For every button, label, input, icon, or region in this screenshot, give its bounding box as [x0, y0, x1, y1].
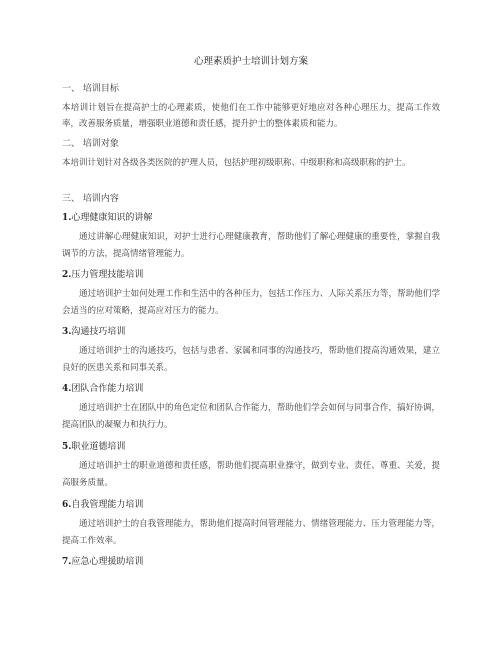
- section-text-audience: 本培训计划针对各级各类医院的护理人员，包括护理初级职称、中级职称和高级职称的护士。: [62, 158, 411, 168]
- section-heading-audience: 二、 培训对象: [62, 139, 119, 149]
- item-title-5: [62, 441, 125, 454]
- item-number: 6.: [62, 500, 72, 510]
- section-heading-goal: 一、 培训目标: [62, 84, 119, 94]
- item-title: 心理健康知识的讲解: [71, 213, 153, 223]
- item-number: 2.: [62, 270, 72, 280]
- section-text-goal: 本培训计划旨在提高护士的心理素质，使他们在工作中能够更好地应对各种心理压力，提高工作效率，改善服务质量，增强职业道德和责任感，提升护士的整体素质和能力。: [62, 103, 440, 129]
- document-title: 心理素质护士培训计划方案: [193, 56, 308, 67]
- item-title: 职业道德培训: [71, 442, 126, 452]
- item-title-2: [62, 269, 143, 282]
- item-title-4: [62, 383, 143, 396]
- item-text-3: 通过培训护士的沟通技巧，包括与患者、家属和同事的沟通技巧，帮助他们提高沟通效果，建立良好的医患关系和同事关系。: [62, 346, 440, 373]
- item-text-6: 通过培训护士的自我管理能力，帮助他们提高时间管理能力、情绪管理能力、压力管理能力等，提高工作效率。: [62, 519, 440, 546]
- item-title: 应急心理援助培训: [71, 557, 144, 567]
- item-text-2: 通过培训护士如何处理工作和生活中的各种压力，包括工作压力、人际关系压力等，帮助他们学会适当的应对策略，提高应对压力的能力。: [62, 289, 440, 316]
- item-number: 4.: [62, 384, 72, 394]
- item-text-1: 通过讲解心理健康知识，对护士进行心理健康教育，帮助他们了解心理健康的重要性，掌握自我调节的方法，提高情绪管理能力。: [62, 232, 440, 259]
- item-title-7: [62, 556, 143, 569]
- section-heading-content: 三、 培训内容: [62, 194, 119, 204]
- item-number: 1.: [62, 213, 72, 223]
- item-text-5: 通过培训护士的职业道德和责任感，帮助他们提高职业操守，做到专业、责任、尊重、关爱，提高服务质量。: [62, 461, 440, 488]
- item-number: 7.: [62, 557, 72, 567]
- item-number: 3.: [62, 327, 72, 337]
- item-number: 5.: [62, 442, 72, 452]
- item-text-4: 通过培训护士在团队中的角色定位和团队合作能力，帮助他们学会如何与同事合作，搞好协调，提高团队的凝聚力和执行力。: [62, 403, 440, 430]
- item-title: 沟通技巧培训: [71, 327, 126, 337]
- item-title: 团队合作能力培训: [71, 384, 144, 394]
- item-title-3: [62, 326, 125, 339]
- item-title-1: [62, 212, 152, 225]
- item-title: 压力管理技能培训: [71, 270, 144, 280]
- item-title-6: [62, 499, 143, 512]
- item-title: 自我管理能力培训: [71, 500, 144, 510]
